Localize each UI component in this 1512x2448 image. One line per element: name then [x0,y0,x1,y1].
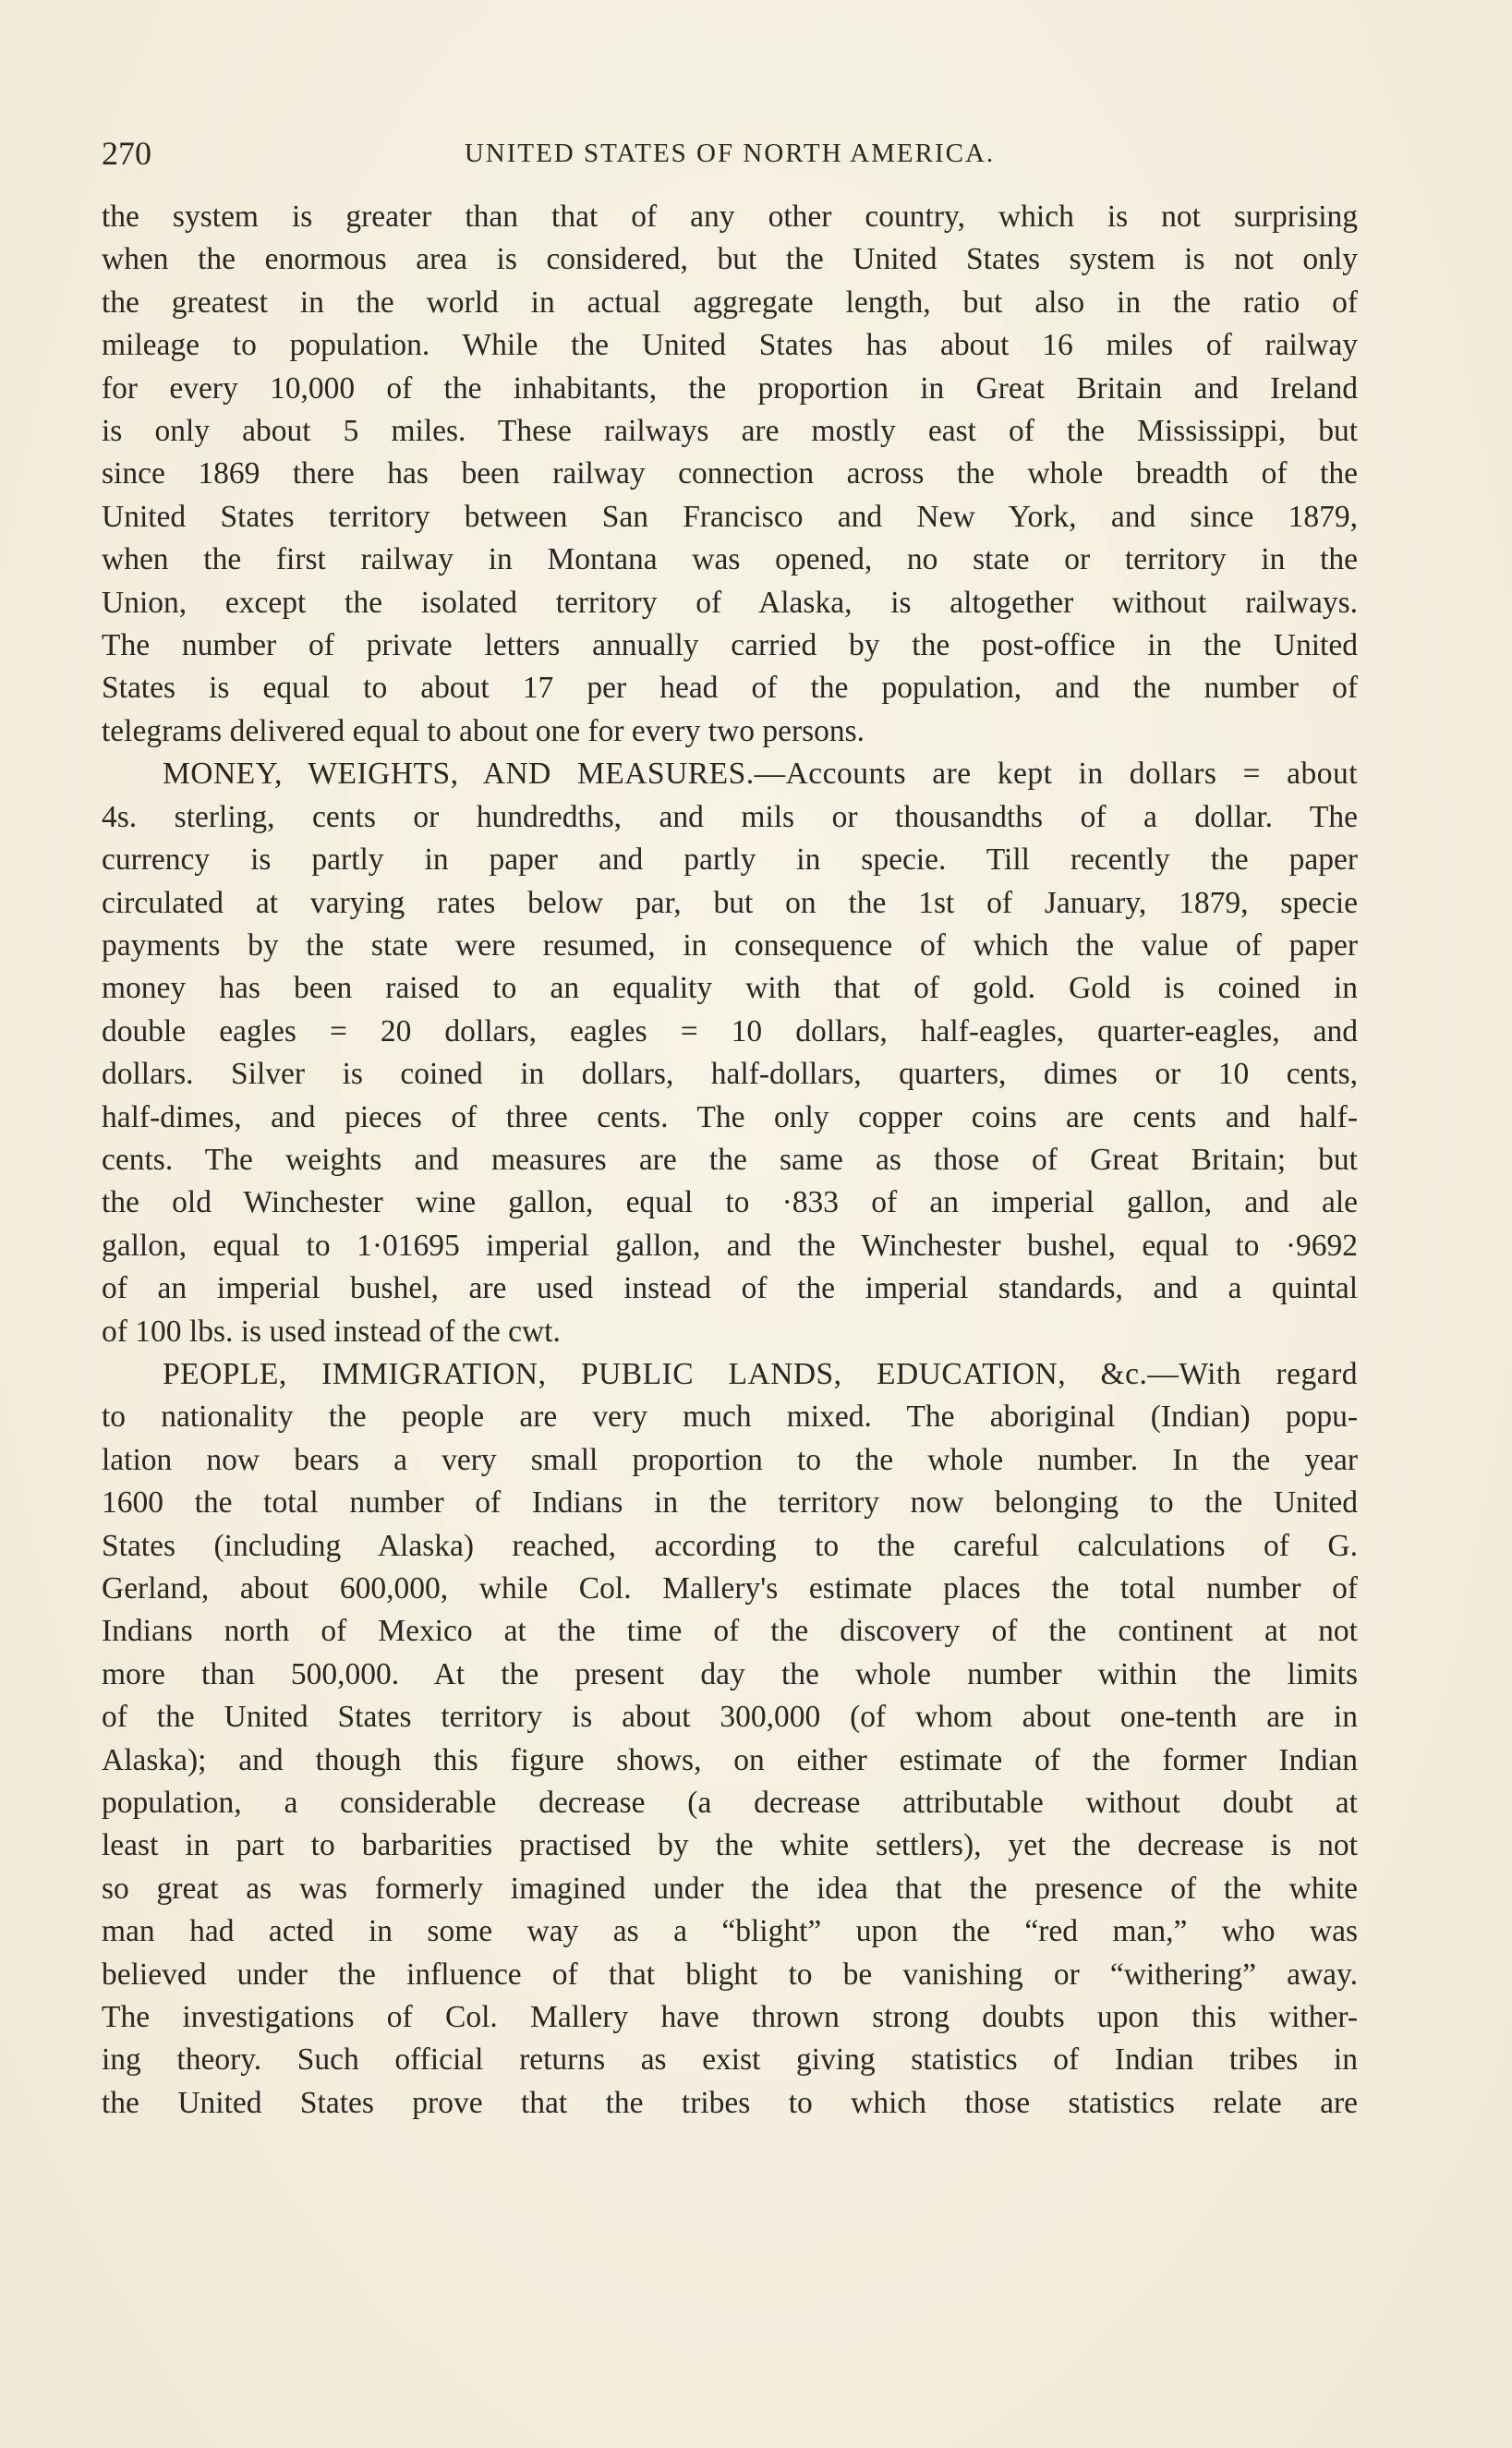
text-line: of an imperial bushel, are used instead of the imperial standards, and a quintal [102,1271,1358,1306]
text-line: Alaska); and though this figure shows, on either estimate of the former Indian [102,1742,1358,1777]
text-line: ing theory. Such official returns as exist giving statistics of Indian tribes in [102,2042,1358,2078]
text-line: population, a considerable decrease (a decrease attributable without doubt at [102,1786,1358,1821]
text-line: when the first railway in Montana was opened, no state or territory in the [102,542,1358,577]
text-line: the United States prove that the tribes to which those statistics relate are [102,2085,1358,2120]
text-line: of the United States territory is about 300,000 (of whom about one-tenth are in [102,1700,1358,1735]
text-line: 1600 the total number of Indians in the territory now belonging to the United [102,1485,1358,1521]
paragraph-money-weights-measures [102,753,1358,1353]
text-line: PEOPLE, IMMIGRATION, PUBLIC LANDS, EDUCATION, &c.—With regard [163,1356,1358,1391]
text-line: believed under the influence of that blight to be vanishing or “withering” away. [102,1957,1358,1992]
text-line: Gerland, about 600,000, while Col. Mallery's estimate places the total number of [102,1571,1358,1606]
text-line: Union, except the isolated territory of Alaska, is altogether without railways. [102,585,1358,620]
text-line: currency is partly in paper and partly in specie. Till recently the paper [102,842,1358,878]
text-line: man had acted in some way as a “blight” upon the “red man,” who was [102,1914,1358,1949]
text-line: when the enormous area is considered, but the United States system is not only [102,242,1358,277]
text-line: MONEY, WEIGHTS, AND MEASURES.—Accounts are kept in dollars = about [163,757,1358,792]
text-line: gallon, equal to 1·01695 imperial gallon, and the Winchester bushel, equal to ·9692 [102,1228,1358,1263]
text-line: States is equal to about 17 per head of the population, and the number of [102,671,1358,706]
text-line: the old Winchester wine gallon, equal to ·833 of an imperial gallon, and ale [102,1185,1358,1220]
page-number: 270 [102,135,151,172]
text-line: mileage to population. While the United States has about 16 miles of railway [102,328,1358,363]
running-title: UNITED STATES OF NORTH AMERICA. [464,139,996,168]
text-line: the greatest in the world in actual aggregate length, but also in the ratio of [102,285,1358,320]
body-text [102,196,1358,2125]
text-line: The number of private letters annually carried by the post-office in the United [102,628,1358,663]
text-line: to nationality the people are very much mixed. The aboriginal (Indian) popu- [102,1400,1358,1435]
text-line: telegrams delivered equal to about one for every two persons. [102,713,865,748]
text-line: cents. The weights and measures are the same as those of Great Britain; but [102,1142,1358,1177]
text-line: payments by the state were resumed, in consequence of which the value of paper [102,927,1358,963]
text-line: half-dimes, and pieces of three cents. The only copper coins are cents and half- [102,1099,1358,1134]
text-line: money has been raised to an equality with that of gold. Gold is coined in [102,971,1358,1006]
paragraph-railways [102,196,1358,753]
text-line: dollars. Silver is coined in dollars, half-dollars, quarters, dimes or 10 cents, [102,1057,1358,1092]
paragraph-people-immigration [102,1353,1358,2125]
text-line: United States territory between San Francisco and New York, and since 1879, [102,499,1358,534]
text-line: lation now bears a very small proportion to the whole number. In the year [102,1442,1358,1477]
text-line: for every 10,000 of the inhabitants, the proportion in Great Britain and Ireland [102,370,1358,406]
text-line: is only about 5 miles. These railways are mostly east of the Mississippi, but [102,414,1358,449]
text-line: Indians north of Mexico at the time of the discovery of the continent at not [102,1614,1358,1649]
text-line: since 1869 there has been railway connection across the whole breadth of the [102,456,1358,491]
text-line: so great as was formerly imagined under the idea that the presence of the white [102,1871,1358,1906]
text-line: double eagles = 20 dollars, eagles = 10 dollars, half-eagles, quarter-eagles, and [102,1013,1358,1048]
text-line: States (including Alaska) reached, according to the careful calculations of G. [102,1528,1358,1563]
text-line: the system is greater than that of any other country, which is not surprising [102,200,1358,234]
text-line: 4s. sterling, cents or hundredths, and mils or thousandths of a dollar. The [102,799,1358,834]
text-line: of 100 lbs. is used instead of the cwt. [102,1314,561,1349]
text-line: more than 500,000. At the present day the whole number within the limits [102,1656,1358,1691]
text-line: The investigations of Col. Mallery have thrown strong doubts upon this wither- [102,2000,1358,2035]
running-header [102,135,1358,172]
text-line: circulated at varying rates below par, but on the 1st of January, 1879, specie [102,885,1358,920]
text-line: least in part to barbarities practised by the white settlers), yet the decrease is not [102,1828,1358,1863]
